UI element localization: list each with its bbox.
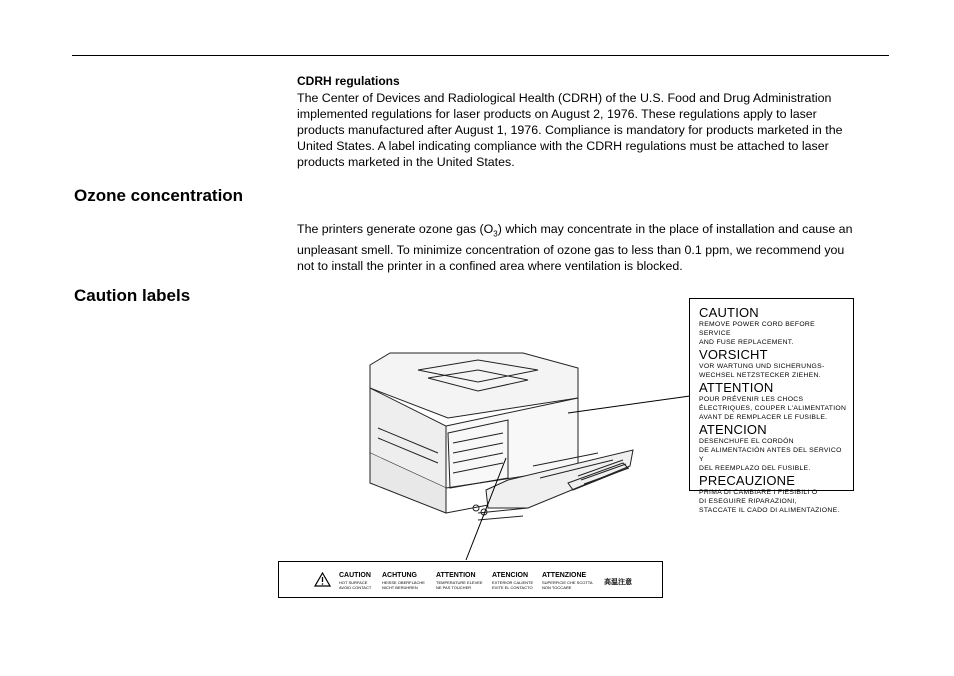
heat-label-entry: ATTENZIONE SUPERFICIE CHE SCOTTA NON TOCCARE (542, 572, 593, 590)
heat-caution-label (278, 561, 663, 598)
caution-text: POUR PRÉVENIR LES CHOCS ÉLECTRIQUES, COUPER L'ALIMENTATION AVANT DE REMPLACER LE FUSIBLE. (699, 396, 847, 421)
ozone-line: not to install the printer in a confined area where ventilation is blocked. (297, 259, 683, 274)
caution-title: PRECAUZIONE (699, 473, 796, 488)
cdrh-line: The Center of Devices and Radiological Health (CDRH) of the U.S. Food and Drug Administration (297, 91, 832, 105)
header-rule (72, 55, 889, 56)
heat-label-entry: ATENCION EXTERIOR CALIENTE EVITE EL CONTACTO (492, 572, 534, 590)
power-caution-label (689, 298, 854, 514)
cdrh-line: products marketed in the United States. (297, 155, 515, 169)
caution-text: VOR WARTUNG UND SICHERUNGS- WECHSEL NETZSTECKER ZIEHEN. (699, 363, 825, 379)
ozone-heading: Ozone concentration (74, 186, 244, 205)
caution-title: VORSICHT (699, 347, 768, 362)
cdrh-line: products manufactured after August 1, 1976. Compliance is mandatory for products marketed in the (297, 123, 843, 137)
ozone-line: unpleasant smell. To minimize concentration of ozone gas to less than 0.1 ppm, we recommend you (297, 243, 845, 258)
cdrh-paragraph (297, 90, 889, 170)
caution-title: ATENCION (699, 422, 767, 437)
warning-triangle-icon (314, 572, 331, 587)
caution-title: ATTENTION (699, 380, 774, 395)
cdrh-line: implemented regulations for laser products on August 2, 1976. These regulations apply to laser (297, 107, 817, 121)
heat-label-entry: ACHTUNG HEISSE OBERFLÄCHE NICHT BERÜHREN (382, 572, 425, 590)
heat-label-entry: ATTENTION TEMPERATURE ELEVEE NE PAS TOUCHER (436, 572, 483, 590)
caution-labels-heading: Caution labels (74, 286, 191, 305)
cdrh-line: United States. A label indicating compliance with the CDRH regulations must be attached to laser (297, 139, 829, 153)
ozone-line: The printers generate ozone gas $(O_3)$ which may concentrate in the place of installation and cause an (297, 222, 853, 239)
heat-label-cjk: 高温注意 (604, 579, 632, 586)
caution-text: PRIMA DI CAMBIARE I FIESIBILI O DI ESEGUIRE RIPARAZIONI, STACCATE IL CADO DI ALIMENTAZIONE. (699, 489, 840, 514)
caution-text: REMOVE POWER CORD BEFORE SERVICE AND FUSE REPLACEMENT. (699, 321, 815, 346)
ozone-paragraph (297, 221, 889, 274)
caution-title: CAUTION (699, 305, 759, 320)
caution-text: DESENCHUFE EL CORDÓN DE ALIMENTACIÓN ANTES DEL SERVICO Y DEL REEMPLAZO DEL FUSIBLE. (699, 438, 842, 472)
heat-label-entry: CAUTION HOT SURFACE AVOID CONTACT (339, 572, 372, 590)
cdrh-heading: CDRH regulations (297, 74, 400, 88)
